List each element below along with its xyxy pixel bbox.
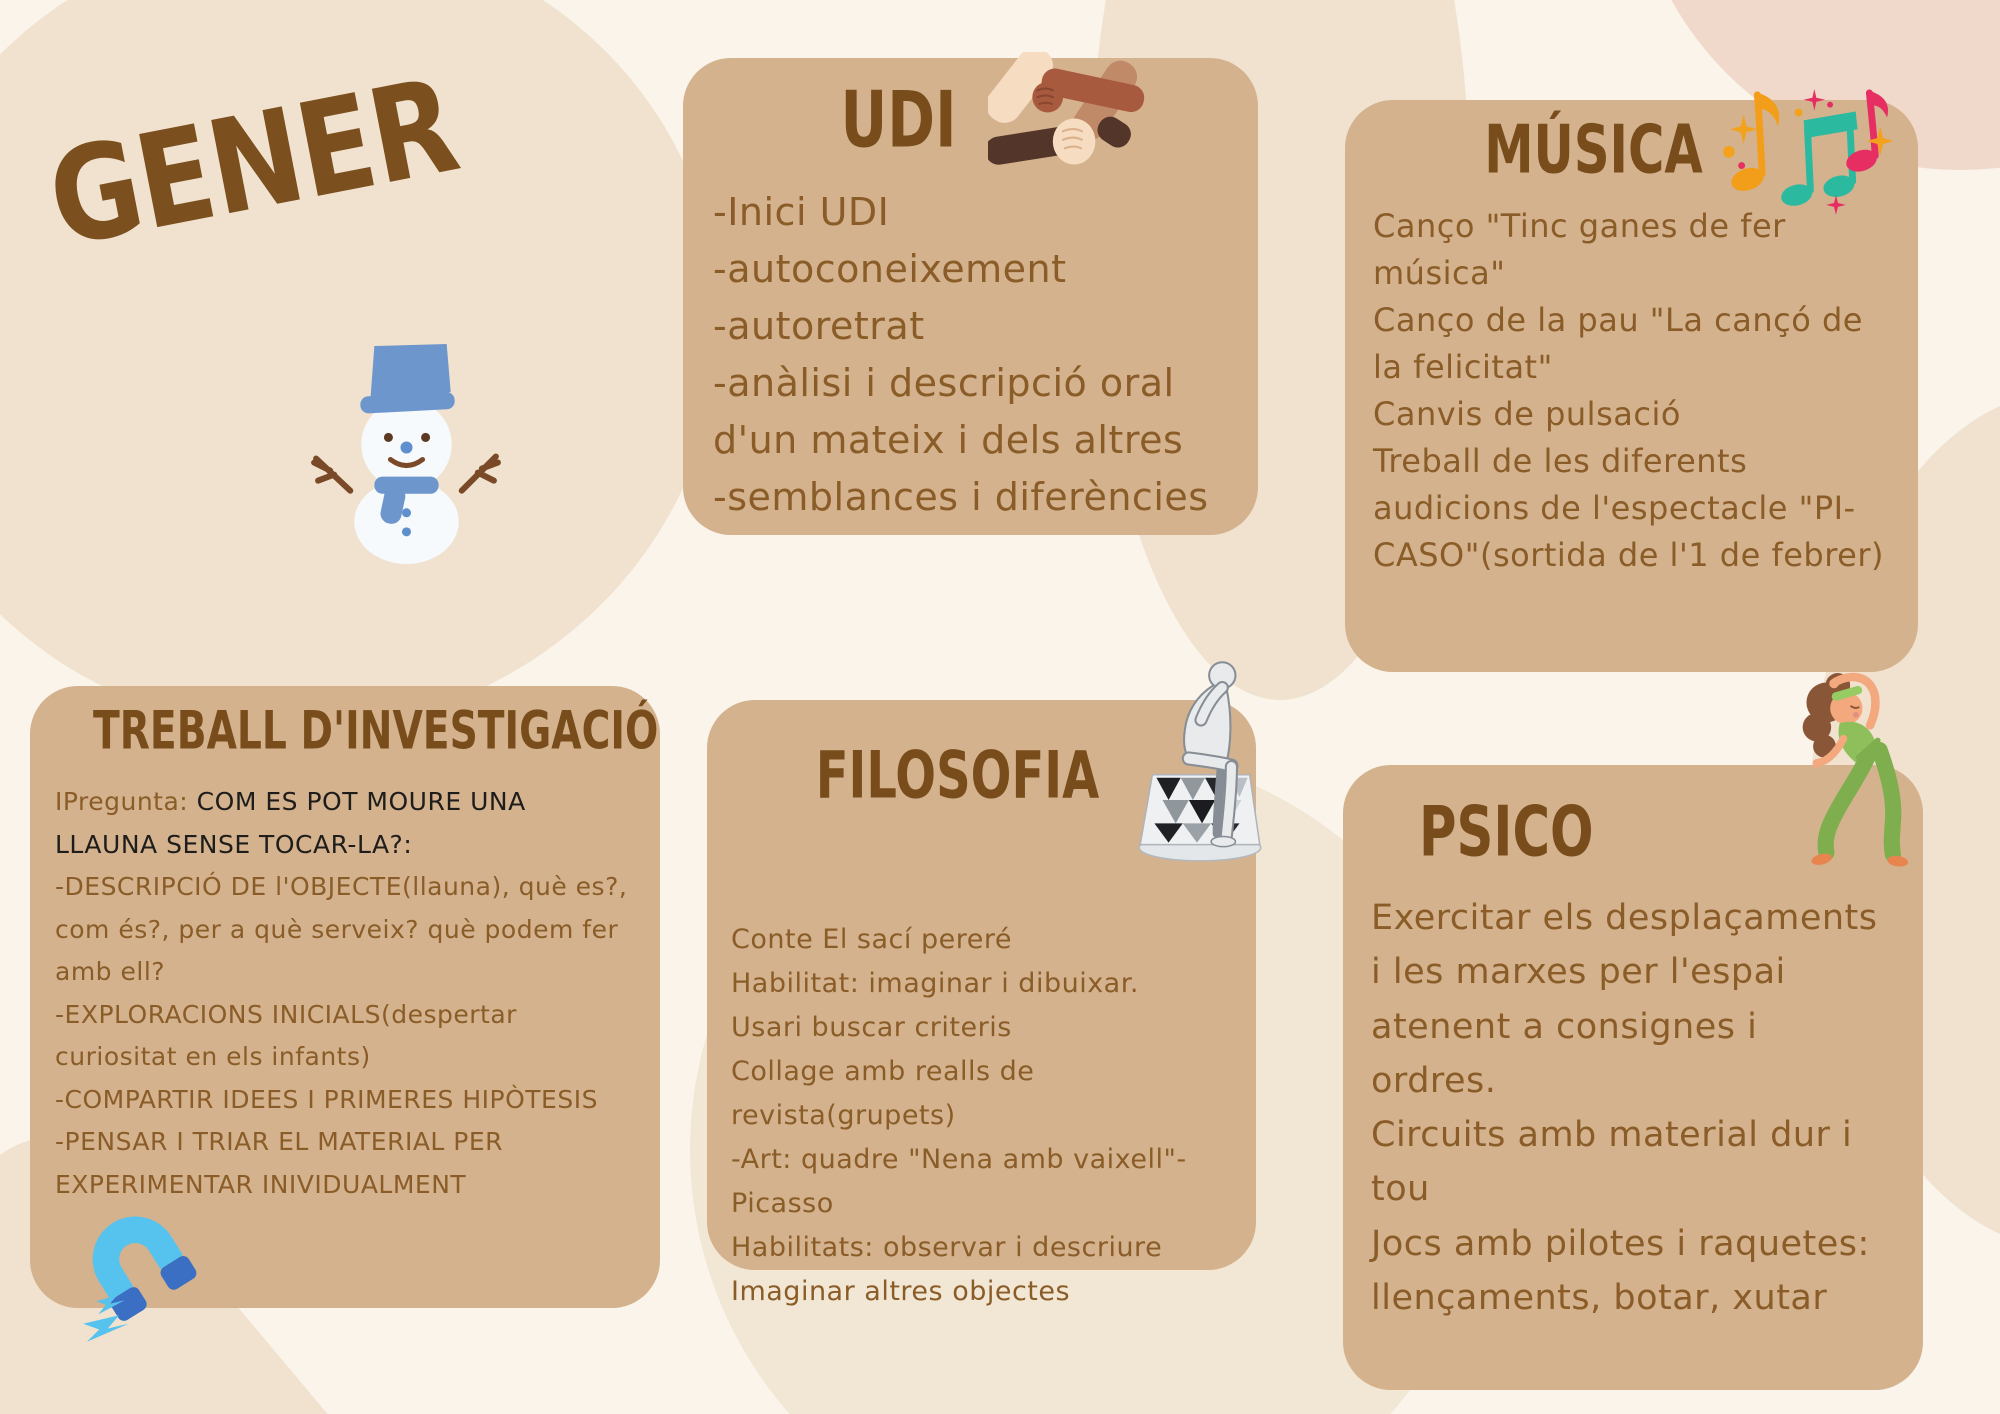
research-question — [55, 781, 635, 866]
card-udi — [683, 58, 1258, 535]
music-notes-icon — [1720, 68, 1892, 218]
text-line: -anàlisi i descripció oral d'un mateix i dels altres — [713, 361, 1200, 462]
text-line: Imaginar altres objectes — [731, 1276, 1071, 1307]
text-line: Habilitats: observar i descriure — [731, 1232, 1163, 1263]
stretching-person-icon — [1777, 655, 1929, 883]
card-treball-body — [55, 781, 635, 1206]
text-line: Jocs amb pilotes i raquetes: llençaments, botar, xutar — [1371, 1223, 1894, 1318]
text-line: Canço "Tinc ganes de fer música" — [1373, 207, 1797, 293]
text-line: -COMPARTIR IDEES I PRIMERES HIPÒTESIS — [55, 1084, 598, 1114]
card-musica-title: MÚSICA — [1484, 110, 1703, 189]
text-line: Canvis de pulsació — [1373, 395, 1681, 434]
question-label: IPregunta: — [55, 787, 189, 816]
text-line: -Art: quadre "Nena amb vaixell"-Picasso — [731, 1144, 1187, 1219]
snowman-icon — [298, 338, 514, 564]
text-line: Usari buscar criteris — [731, 1012, 1012, 1043]
card-filosofia — [707, 700, 1256, 1307]
card-treball-investigacio — [30, 686, 660, 1308]
text-line: Habilitat: imaginar i dibuixar. — [731, 968, 1139, 999]
text-line: Canço de la pau "La cançó de la felicitat" — [1373, 301, 1874, 387]
music-notes-icon — [1720, 68, 1892, 218]
thinker-statue-icon — [1124, 645, 1276, 873]
text-line: -autoconeixement — [713, 247, 1067, 291]
stacked-hands-icon — [988, 52, 1150, 190]
text-line: -semblances i diferències — [713, 475, 1209, 519]
card-treball-title: TREBALL D'INVESTIGACIÓ — [93, 700, 659, 762]
text-line: -PENSAR I TRIAR EL MATERIAL PER EXPERIMENTAR INIVIDUALMENT — [55, 1127, 512, 1199]
text-line: Circuits amb material dur i tou — [1371, 1115, 1864, 1210]
text-line: Treball de les diferents audicions de l'espectacle "PI-CASO"(sortida de l'1 de febrer) — [1373, 442, 1884, 575]
text-line: -DESCRIPCIÓ DE l'OBJECTE(llauna), què es?, com és?, per a què serveix? què podem fer amb ell? — [55, 872, 636, 986]
card-psico — [1343, 765, 1923, 1390]
text-line: -Inici UDI — [713, 190, 890, 234]
text-line: Conte El sací pereré — [731, 924, 1012, 955]
card-filosofia-title: FILOSOFIA — [815, 738, 1100, 814]
card-musica — [1345, 100, 1918, 672]
text-line: -EXPLORACIONS INICIALS(despertar curiositat en els infants) — [55, 999, 526, 1071]
magnet-icon — [68, 1191, 210, 1343]
stacked-hands-icon — [988, 52, 1150, 190]
magnet-icon — [68, 1191, 210, 1343]
thinker-statue-icon — [1124, 645, 1276, 873]
card-filosofia-body — [731, 918, 1232, 1314]
card-udi-title: UDI — [840, 74, 957, 165]
page-title: GENER — [37, 50, 468, 277]
card-udi-body — [713, 184, 1228, 526]
card-psico-body — [1371, 891, 1894, 1325]
stretching-person-icon — [1777, 655, 1929, 883]
text-line: Collage amb realls de revista(grupets) — [731, 1056, 1044, 1131]
card-psico-title: PSICO — [1419, 793, 1594, 873]
text-line: Exercitar els desplaçaments i les marxes per l'espai atenent a consignes i ordres. — [1371, 898, 1890, 1101]
text-line: -autoretrat — [713, 304, 925, 348]
snowman-icon — [298, 338, 514, 564]
card-musica-body — [1373, 203, 1890, 579]
question-text: COM ES POT MOURE UNA LLAUNA SENSE TOCAR-LA?: — [55, 787, 535, 859]
